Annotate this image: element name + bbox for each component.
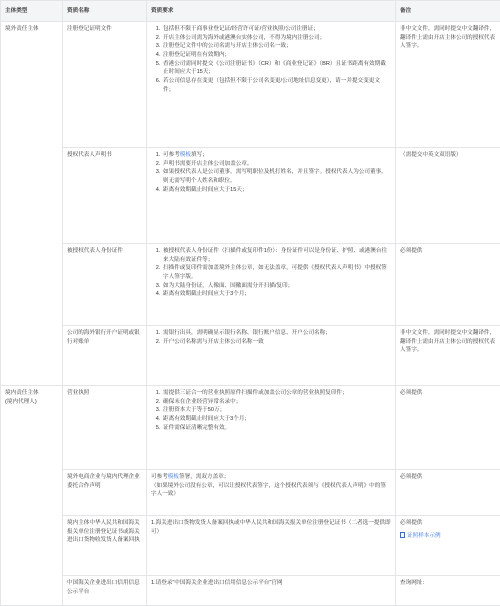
remark: 必须提供 [396,386,500,470]
entity-type-overseas: 境外责任主体 [1,22,63,386]
template-link[interactable]: 模板 [168,474,179,480]
requirements [147,386,396,470]
entity-type-domestic: 境内责任主体 (境内代理人) [1,386,63,606]
qualification-name: 境外电商企业与境内代理企业委托合作声明 [63,470,147,516]
requirements [147,22,396,148]
header-qualification-name: 资质名称 [63,1,147,22]
table-row [1,244,500,326]
requirement-note: （如果境外公司没有公章，可以让授权代表签字，这个授权代表须与《授权代表人声明》中的签字人一致） [151,482,391,499]
header-entity-type: 主体类型 [1,1,63,22]
requirement-item: 5. 证件需保证清晰完整有效。 [162,424,391,433]
table-row [1,22,500,148]
remark: 必须提供 [396,470,500,516]
table-row [1,516,500,576]
requirement-item: 2. 声明书需要开店主体公司加盖公章。 [162,160,391,169]
requirement-item: 3. 如果授权代表人是公司董事，需写明职位及机打姓名，并且签字。授权代表人为公司董事，则无需写明个人姓名和职位。 [162,168,391,185]
qualification-name: 境内主体中华人民共和国海关报关单位注册登记证书或海关进出口货物收发货人备案回执 [63,516,147,576]
requirement-item: 4. 距离有效期截止时间应大于15天； [162,186,391,195]
requirement-item: 1. 需提供三证合一的营业执照原件扫描件或加盖公司公章的营业执照复印件； [162,389,391,398]
remark: 必须提供 证照样本示例 [396,516,500,576]
requirement-item: 5. 香港公司需同时提交《公司注册证书》（CR）和《商业登记证》（BR）且证书距离有效期截止时间应大于15天； [162,60,391,77]
table-header-row [1,1,500,22]
requirement-item: 1. 被授权代表人身份证件（扫描件或复印件1份）：身份证件可以是身份证、护照、或港澳台往来大陆有效证件等； [162,247,391,264]
remark: 必须提供 [396,244,500,326]
sample-link[interactable]: 证照样本示例 [400,532,496,541]
remark: （需提交中英文双语版） [396,148,500,244]
table-row [1,148,500,244]
requirements: 1.海关进出口货物发货人备案回执或中华人民共和国海关报关单位注册登记证书（二者选一提供即可） [147,516,396,576]
requirement-item: 2. 扫描件或复印件需加盖境外主体公章，如无法盖章，可提供《授权代表人声明书》中授权签字人签字版。 [162,264,391,281]
requirements: 1.请登录“中国海关企业进出口信用信息公示平台”官网 [147,576,396,606]
requirement-item: 4. 距离有效期截止时间应大于3个月； [162,290,391,299]
qualification-name: 中国海关企业进出口信用信息公示平台 [63,576,147,606]
requirement-item: 3. 注册登记文件中的公司名需与开店主体公司名一致； [162,42,391,51]
header-requirements: 资质要求 [147,1,396,22]
requirement-item: 2. 确保未在企业经营异常名录中； [162,398,391,407]
requirement-item: 3. 注册资本大于等于50万； [162,406,391,415]
requirements [147,326,396,386]
qualification-name: 注册登记证明文件 [63,22,147,148]
remark: 非中文文件，需同时提交中文翻译件，翻译件上需由开店主体公司的授权代表人签字。 [396,22,500,148]
requirement-item: 3. 如为大陆身份证，人像面、国徽面需分开扫描/复印； [162,282,391,291]
qualification-name: 公司的海外银行开户证明或银行对账单 [63,326,147,386]
header-remarks: 备注 [396,1,500,22]
requirement-item: 1. 可参考模板填写； [162,151,391,160]
requirements [147,148,396,244]
template-link[interactable]: 模板 [180,152,191,158]
requirement-item: 4. 注册登记证明在有效期内； [162,51,391,60]
table-row [1,326,500,386]
requirement-item: 1. 包括但不限于商事业登记证/经营许可证/营业执照/公司注册证； [162,25,391,34]
requirements [147,244,396,326]
requirement-item: 2. 开店主体公司需为海外或港澳台实体公司，不得为境内注册公司； [162,34,391,43]
requirement-item: 1. 需银行出具，需明确显示银行名称、银行账户信息、开户公司名称； [162,329,391,338]
table-row [1,386,500,470]
qualification-name: 营业执照 [63,386,147,470]
requirements: 可参考模板签署，需双方盖章； （如果境外公司没有公章，可以让授权代表签字，这个授权代表须与《授权代表人声明》中的签字人一致） [147,470,396,516]
qualification-name: 授权代表人声明书 [63,148,147,244]
qualification-name: 被授权代表人身份证件 [63,244,147,326]
requirement-item: 2. 开户公司名称需与开店主体公司名称一致 [162,338,391,347]
requirement-item: 4. 距离有效期截止时间应大于3个月； [162,415,391,424]
table-row [1,576,500,606]
requirement-item: 6. 若公司信息存在变更（包括但不限于公司名变更/公司地址信息变更），请一并提交变更文件； [162,77,391,94]
remark: 查询网址： [396,576,500,606]
remark: 非中文文件，需同时提交中文翻译件，翻译件上需由开店主体公司的授权代表人签字。 [396,326,500,386]
document-icon [400,532,405,538]
table-row [1,470,500,516]
